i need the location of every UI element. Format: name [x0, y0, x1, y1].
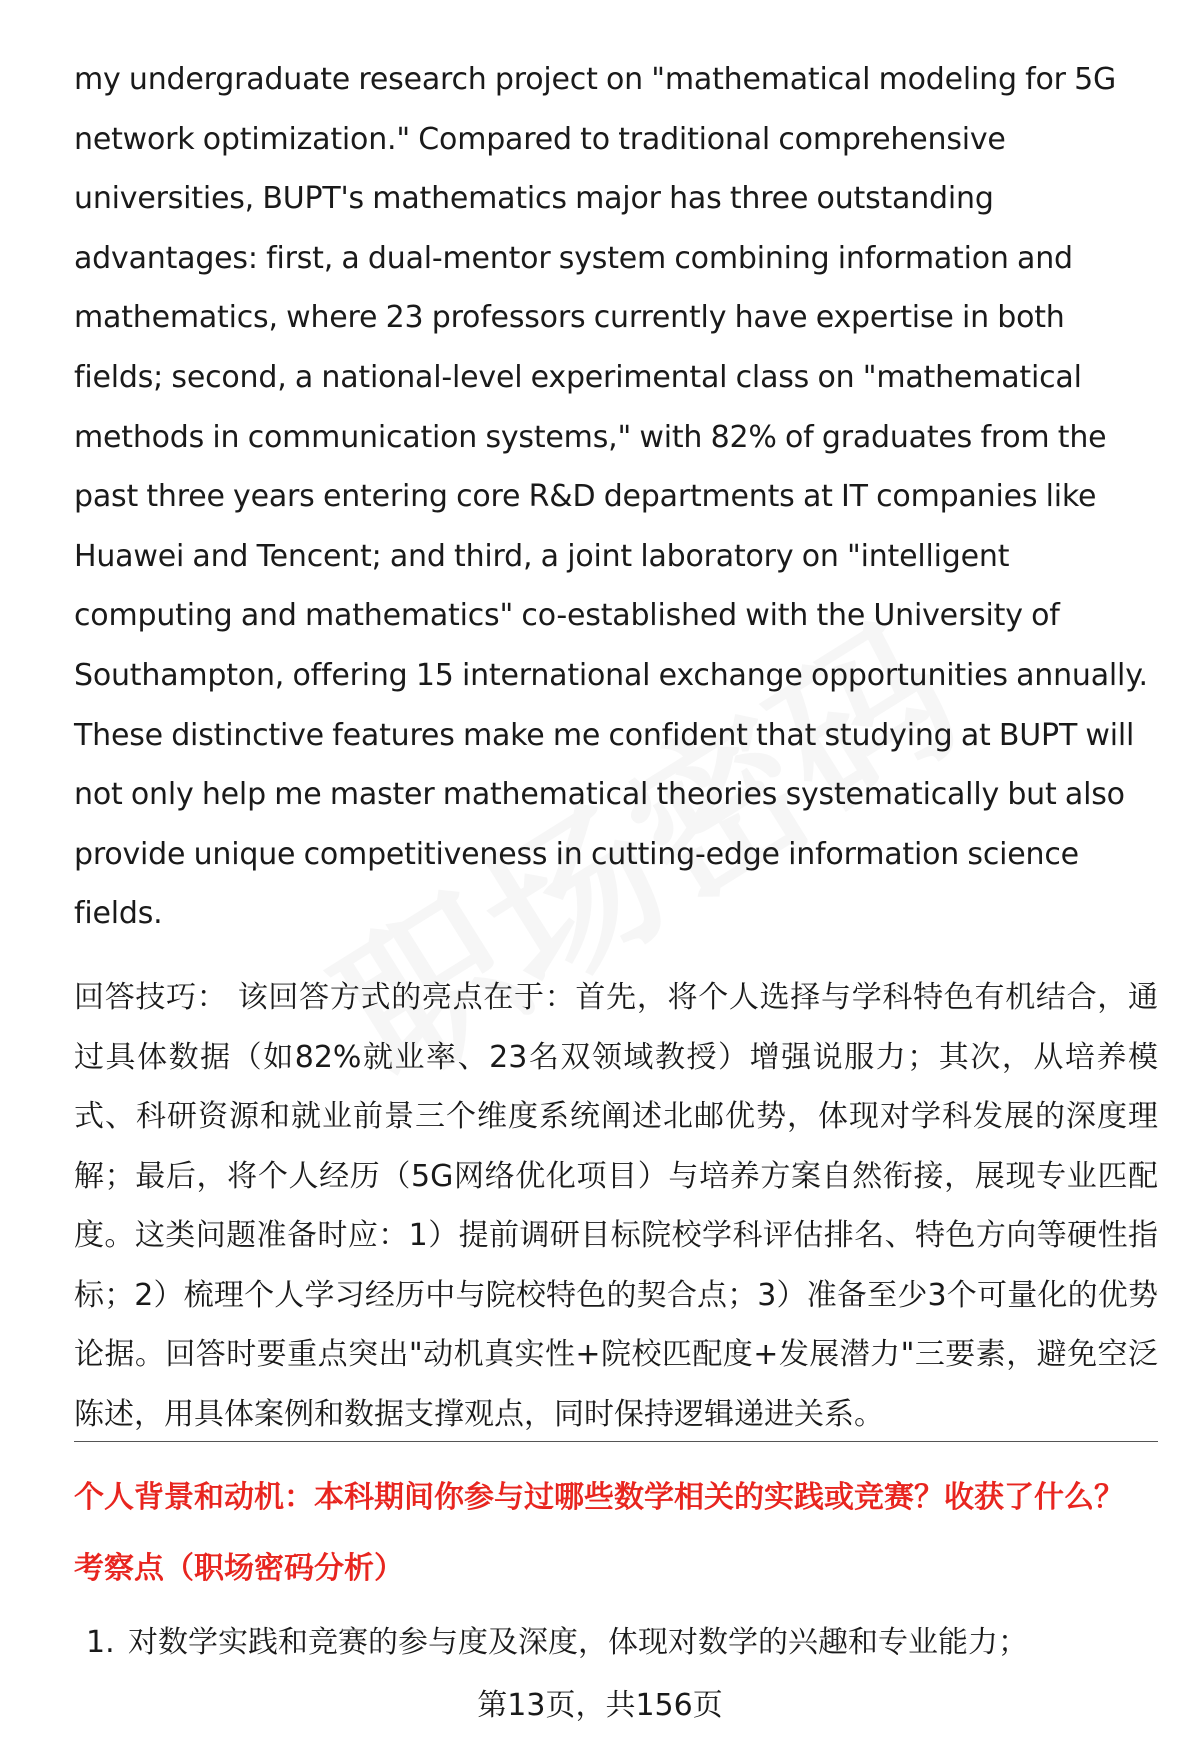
section-divider [74, 1441, 1158, 1442]
list-item [86, 1617, 1028, 1661]
page-number: 第13页，共156页 [477, 1688, 723, 1723]
answer-paragraph: my undergraduate research project on "mathematical modeling for 5G network optimization." Compared to traditional comprehensive universities, BUPT's mathematics major has three outstanding advantages: first, a dual-mentor system combining information and mathematics, where 23 professors currently have expertise in both fields; second, a national-level experimental class on "mathematical methods in communication systems," with 82% of graduates from the past three years entering core R&D departments at IT companies like Huawei and Tencent; and third, a joint laboratory on "intelligent computing and mathematics" co-established with the University of Southampton, offering 15 international exchange opportunities annually. These distinctive features make me confident that studying at BUPT will not only help me master mathematical theories systematically but also provide unique competitiveness in cutting-edge information science fields. [74, 62, 1148, 932]
assessment-points-heading: 考察点（职场密码分析） [74, 1551, 404, 1586]
tips-text: 该回答方式的亮点在于：首先，将个人选择与学科特色有机结合，通过具体数据（如82%就业率、23名双领域教授）增强说服力；其次，从培养模式、科研资源和就业前景三个维度系统阐述北邮优势，体现对学科发展的深度理解；最后，将个人经历（5G网络优化项目）与培养方案自然衔接，展现专业匹配度。这类问题准备时应：1）提前调研目标院校学科评估排名、特色方向等硬性指标；2）梳理个人学习经历中与院校特色的契合点；3）准备至少3个可量化的优势论据。回答时要重点突出"动机真实性+院校匹配度+发展潜力"三要素，避免空泛陈述，用具体案例和数据支撑观点，同时保持逻辑递进关系。 [74, 979, 1158, 1433]
list-item-text: 对数学实践和竞赛的参与度及深度，体现对数学的兴趣和专业能力； [128, 1625, 1028, 1660]
tips-label: 回答技巧： [74, 979, 228, 1015]
document-body [74, 50, 1158, 1445]
question-title: 个人背景和动机：本科期间你参与过哪些数学相关的实践或竞赛？收获了什么？ [74, 1480, 1124, 1515]
list-item-number: 1. [86, 1625, 115, 1660]
tips-paragraph [74, 968, 1158, 1445]
